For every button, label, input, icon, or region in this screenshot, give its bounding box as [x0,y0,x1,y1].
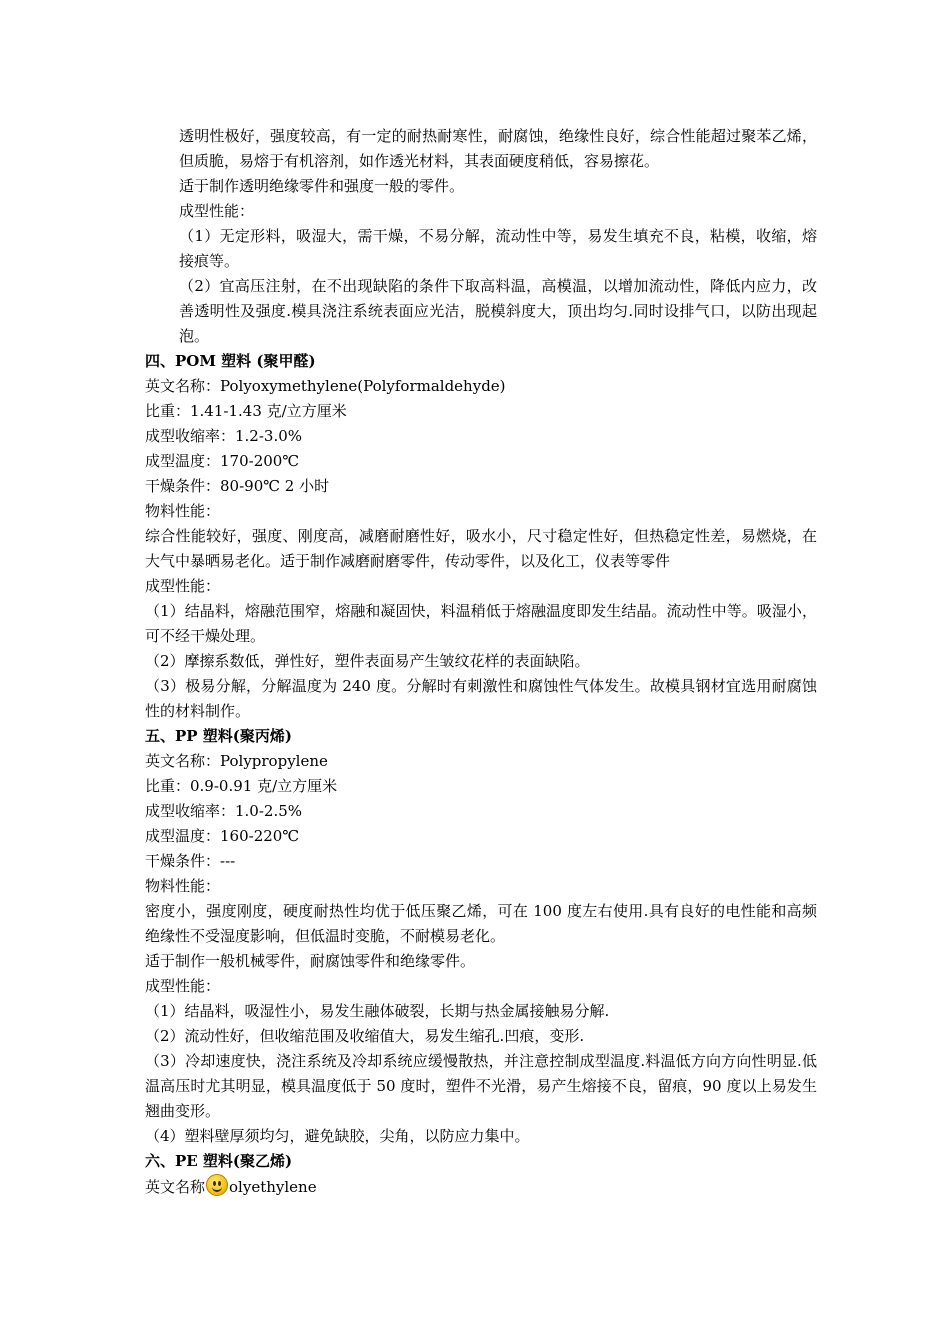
pom-line-10: （2）摩擦系数低，弹性好，塑件表面易产生皱纹花样的表面缺陷。 [145,652,590,670]
pp-line-12: （3）冷却速度快，浇注系统及冷却系统应缓慢散热，并注意控制成型温度.料温低方向方向性明显.低温高压时尤其明显，模具温度低于 50 度时，塑件不光滑，易产生熔接不良，留痕，90 度以上易发生翘曲变形。 [145,1052,817,1120]
pp-section [145,724,817,1149]
pp-heading: 五、PP 塑料(聚丙烯) [145,727,292,745]
pom-heading: 四、POM 塑料 (聚甲醛) [145,352,316,370]
pp-line-13: （4）塑料壁厚须均匀，避免缺胶，尖角，以防应力集中。 [145,1127,530,1145]
pp-line-1: 英文名称：Polypropylene [145,752,328,770]
pp-line-9: 成型性能： [145,977,221,995]
pp-line-3: 成型收缩率：1.0-2.5% [145,802,303,820]
document-body [145,124,817,1200]
pp-line-8: 适于制作一般机械零件，耐腐蚀零件和绝缘零件。 [145,952,476,970]
pp-line-2: 比重：0.9-0.91 克/立方厘米 [145,777,338,795]
pom-line-6: 物料性能： [145,502,221,520]
pom-line-8: 成型性能： [145,577,221,595]
pom-line-7: 综合性能较好，强度、刚度高，减磨耐磨性好，吸水小，尺寸稳定性好，但热稳定性差，易燃烧，在大气中暴晒易老化。适于制作减磨耐磨零件，传动零件，以及化工，仪表等零件 [145,527,817,570]
pom-line-1: 英文名称：Polyoxymethylene(Polyformaldehyde) [145,377,506,395]
intro-section [145,124,817,349]
pom-line-11: （3）极易分解，分解温度为 240 度。分解时有刺激性和腐蚀性气体发生。故模具钢材宜选用耐腐蚀性的材料制作。 [145,677,817,720]
pe-name-prefix: 英文名称 [145,1178,206,1196]
intro-paragraph-2: 适于制作透明绝缘零件和强度一般的零件。 [179,177,465,195]
pe-english-name [145,1174,817,1200]
pp-line-5: 干燥条件：--- [145,852,236,870]
pp-line-6: 物料性能： [145,877,221,895]
pp-line-4: 成型温度：160-220℃ [145,827,300,845]
pom-line-4: 成型温度：170-200℃ [145,452,300,470]
pom-line-5: 干燥条件：80-90℃ 2 小时 [145,477,330,495]
pe-name-suffix: olyethylene [229,1178,317,1196]
smiley-face-icon [206,1174,228,1196]
intro-paragraph-4: （1）无定形料，吸湿大，需干燥，不易分解，流动性中等，易发生填充不良，粘模，收缩，熔接痕等。 [179,227,817,270]
intro-paragraph-1: 透明性极好，强度较高，有一定的耐热耐寒性，耐腐蚀，绝缘性良好，综合性能超过聚苯乙烯，但质脆，易熔于有机溶剂，如作透光材料，其表面硬度稍低，容易擦花。 [179,127,817,170]
intro-paragraph-3: 成型性能： [179,202,255,220]
pe-heading: 六、PE 塑料(聚乙烯) [145,1152,293,1170]
pp-line-7: 密度小，强度刚度，硬度耐热性均优于低压聚乙烯，可在 100 度左右使用.具有良好的电性能和高频绝缘性不受湿度影响，但低温时变脆，不耐模易老化。 [145,902,817,945]
pom-line-3: 成型收缩率：1.2-3.0% [145,427,303,445]
intro-paragraph-5: （2）宜高压注射，在不出现缺陷的条件下取高料温，高模温，以增加流动性，降低内应力，改善透明性及强度.模具浇注系统表面应光洁，脱模斜度大，顶出均匀.同时设排气口，以防出现起泡。 [179,277,817,345]
pp-line-10: （1）结晶料，吸湿性小，易发生融体破裂，长期与热金属接触易分解. [145,1002,610,1020]
pom-section [145,349,817,724]
pom-line-9: （1）结晶料，熔融范围窄，熔融和凝固快，料温稍低于熔融温度即发生结晶。流动性中等。吸湿小，可不经干燥处理。 [145,602,817,645]
pom-line-2: 比重：1.41-1.43 克/立方厘米 [145,402,347,420]
pe-section [145,1149,817,1200]
pp-line-11: （2）流动性好，但收缩范围及收缩值大，易发生缩孔.凹痕，变形. [145,1027,585,1045]
